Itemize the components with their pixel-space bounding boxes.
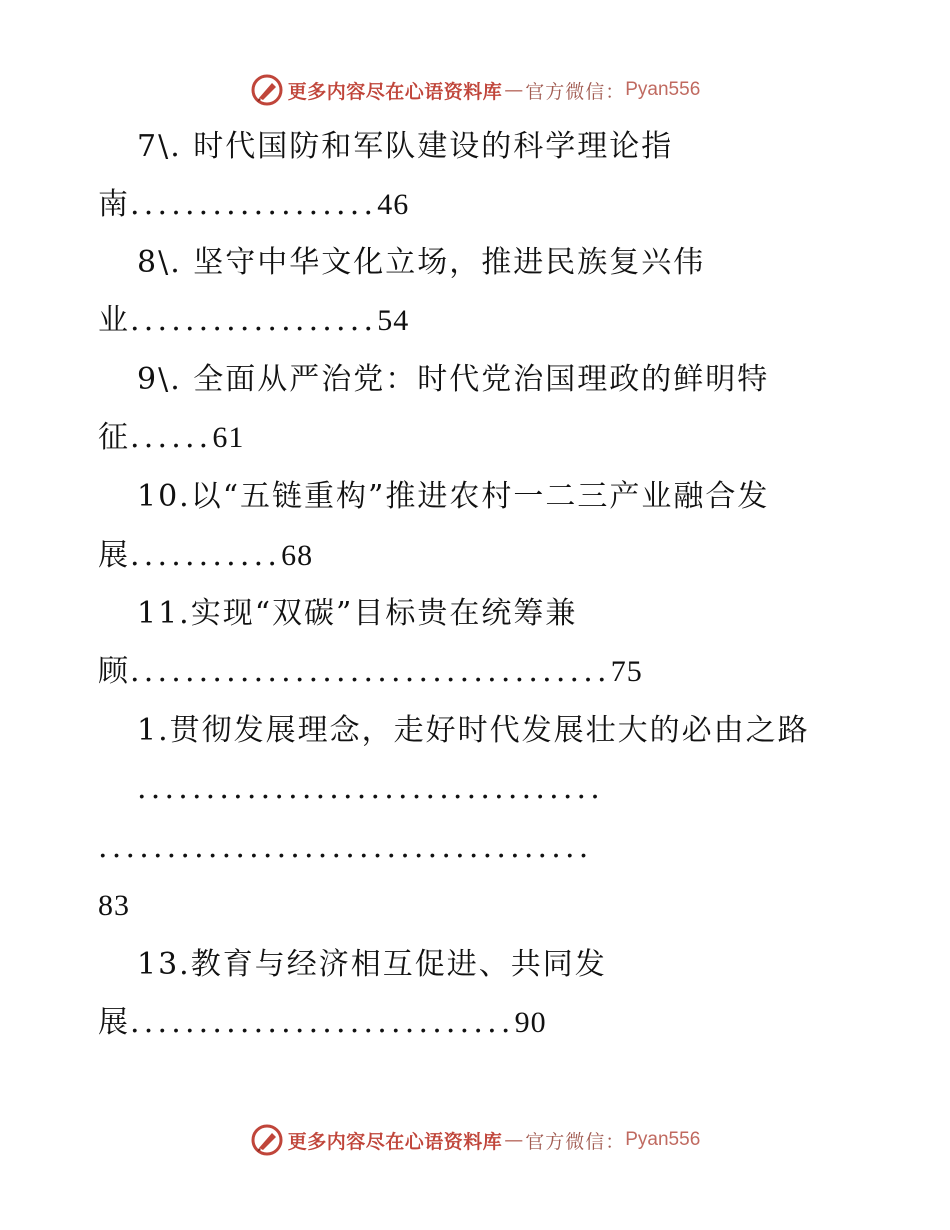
toc-cont-char: 南	[98, 187, 130, 222]
watermark-wechat-label: 官方微信：	[525, 80, 626, 103]
toc-entry-9-title	[137, 360, 769, 400]
toc-title-text: 9\. 全面从严治党：时代党治国理政的鲜明特	[137, 362, 770, 397]
toc-page-number: 90	[514, 1006, 547, 1039]
toc-cont-char: 征	[98, 420, 130, 455]
toc-entry-12-dots-line-2	[98, 828, 593, 868]
toc-page-number: 61	[212, 421, 245, 454]
toc-title-text: 10.以“五链重构”推进农村一二三产业融合发	[137, 479, 770, 514]
toc-dots: ..................	[130, 303, 378, 338]
toc-entry-12-dots-line-1	[137, 769, 604, 809]
toc-dots: ......	[130, 420, 213, 455]
pen-logo-icon	[250, 73, 284, 107]
toc-title-text: 1.贯彻发展理念，走好时代发展壮大的必由之路	[137, 713, 810, 748]
toc-entry-9-leader	[98, 418, 244, 458]
watermark-main-text: 更多内容尽在心语资料库	[287, 80, 503, 103]
toc-cont-char: 顾	[98, 654, 130, 689]
toc-dots: ..................	[130, 187, 378, 222]
toc-page-number: 46	[377, 188, 410, 221]
watermark-main-text: 更多内容尽在心语资料库	[287, 1130, 503, 1153]
toc-dots: ...................................	[130, 654, 611, 689]
toc-page-number: 54	[377, 304, 410, 337]
toc-entry-12-title	[137, 711, 810, 751]
watermark-header	[0, 70, 950, 110]
toc-entry-11-title	[137, 594, 577, 634]
watermark-separator: —	[504, 1129, 524, 1151]
toc-entry-12-page	[98, 886, 130, 926]
watermark-footer	[0, 1120, 950, 1160]
toc-page-number: 83	[98, 889, 130, 922]
toc-entry-8-leader	[98, 301, 409, 341]
toc-page-number: 75	[610, 655, 643, 688]
toc-entry-8-title	[137, 243, 705, 283]
toc-entry-13-leader	[98, 1003, 547, 1043]
toc-dots: ............................	[130, 1005, 515, 1040]
toc-title-text: 11.实现“双碳”目标贵在统筹兼	[137, 596, 578, 631]
watermark-wechat-label: 官方微信：	[525, 1130, 626, 1153]
toc-dots: ...........	[130, 538, 282, 573]
toc-entry-11-leader	[98, 652, 643, 692]
toc-cont-char: 业	[98, 303, 130, 338]
toc-dots: ..................................	[137, 771, 605, 806]
toc-title-text: 7\. 时代国防和军队建设的科学理论指	[137, 129, 674, 164]
toc-entry-10-title	[137, 477, 769, 517]
toc-entry-10-leader	[98, 536, 313, 576]
toc-page-number: 68	[281, 539, 314, 572]
toc-entry-7-title	[137, 127, 673, 167]
toc-entry-13-title	[137, 945, 607, 985]
watermark-separator: —	[504, 79, 524, 101]
watermark-wechat-id: Pyan556	[625, 1129, 701, 1150]
toc-dots: ....................................	[98, 830, 593, 865]
toc-title-text: 8\. 坚守中华文化立场，推进民族复兴伟	[137, 245, 706, 280]
toc-entry-7-leader	[98, 185, 409, 225]
watermark-wechat-id: Pyan556	[625, 79, 701, 100]
toc-cont-char: 展	[98, 1005, 130, 1040]
toc-title-text: 13.教育与经济相互促进、共同发	[137, 947, 607, 982]
toc-cont-char: 展	[98, 538, 130, 573]
pen-logo-icon	[250, 1123, 284, 1157]
